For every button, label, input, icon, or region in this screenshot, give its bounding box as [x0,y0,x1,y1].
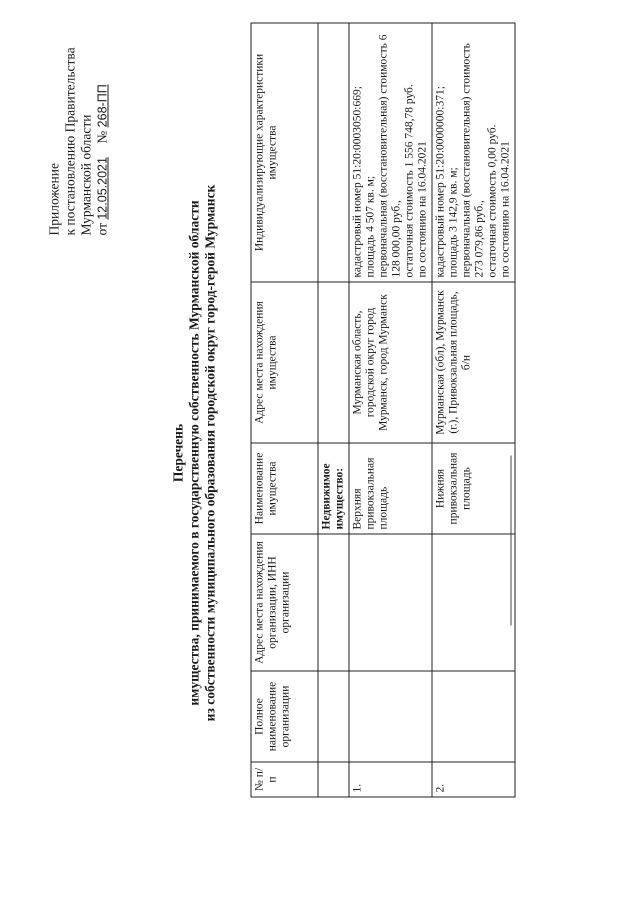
resolution-date: 12.05.2021 [95,156,110,220]
table-cell [318,23,349,282]
table-cell [318,534,349,671]
heading-line-3: из собственности муниципального образования городской округ город-герой Мурманск [202,184,218,721]
header-org-name: Полное наименование организации [251,671,318,762]
end-divider-line [511,455,512,625]
header-num: № п/п [251,762,318,797]
from-label: от [94,222,110,235]
header-characteristics: Индивидуализирующие характеристики имущества [251,23,318,282]
table-header-row [251,23,318,797]
appendix-date-line [95,47,111,235]
table-cell [349,671,432,762]
table-row [432,23,515,797]
table-cell [432,534,515,671]
row-characteristics: кадастровый номер 51:20:0003050:669; площадь 4 507 кв. м; первоначальная (восстановительная) стоимость 6 128 000,00 руб., остаточная стоимость 1 556 748,78 руб. по состоянию на 16.04.2021 [349,23,432,282]
header-item-address: Адрес места нахождения имущества [251,282,318,443]
row-num: 2. [432,762,515,797]
table-row [318,23,349,797]
number-label: № [94,130,110,144]
heading-line-2: имущества, принимаемого в государственную собственность Мурманской области [186,199,202,706]
table-cell [349,534,432,671]
row-characteristics: кадастровый номер 51:20:0000000:371; площадь 3 142,9 кв. м; первоначальная (восстановительная) стоимость 273 079,86 руб., остаточная стоимость 0,00 руб. по состоянию на 16.04.2021 [432,23,515,282]
table-cell [318,762,349,797]
appendix-resolution-ref: к постановлению Правительства [62,46,78,235]
document-heading [171,30,219,875]
resolution-number: 268-ПП [95,83,110,127]
row-item-name: Нижняя привокзальная площадь [432,443,515,534]
table-cell [318,671,349,762]
heading-title: Перечень [170,423,186,482]
document-page [41,30,601,875]
header-item-name: Наименование имущества [251,443,318,534]
section-label: Недвижимое имущество: [318,443,349,534]
row-item-name: Верхняя привокзальная площадь [349,443,432,534]
row-item-address: Мурманская область, городской округ город Мурманск, город Мурманск [349,282,432,443]
row-num: 1. [349,762,432,797]
table-cell [432,671,515,762]
appendix-title: Приложение [46,162,62,235]
property-table [251,22,516,797]
appendix-region: Мурманской области [78,114,94,235]
table-cell [318,282,349,443]
header-org-address: Адрес места нахождения организации, ИНН организации [251,534,318,671]
appendix-block [47,47,111,235]
row-item-address: Мурманская (обл), Мурманск (г.), Привокзальная площадь, б/н [432,282,515,443]
table-row [349,23,432,797]
